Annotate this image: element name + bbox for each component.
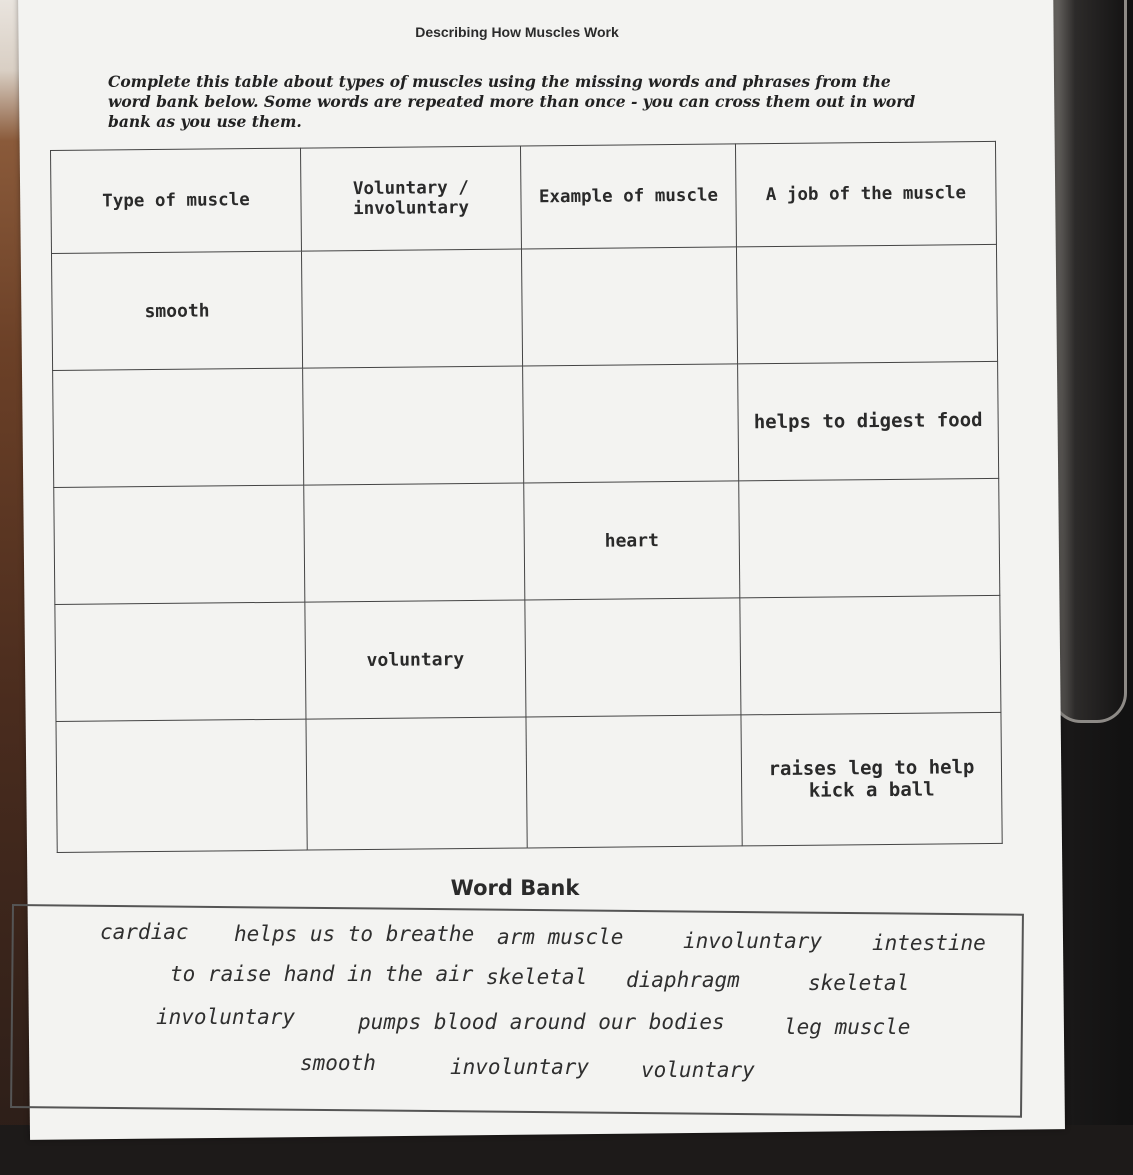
cell-voluntary[interactable]: voluntary — [305, 600, 526, 719]
cell-example[interactable] — [526, 715, 742, 848]
cell-example[interactable] — [525, 598, 741, 717]
table-row — [53, 361, 999, 487]
cell-example[interactable] — [523, 364, 739, 483]
header-type: Type of muscle — [51, 148, 302, 253]
header-voluntary: Voluntary / involuntary — [300, 146, 521, 251]
word-bank-item: arm muscle — [497, 925, 624, 949]
cell-example[interactable]: heart — [524, 481, 740, 600]
word-bank-item: cardiac — [100, 920, 189, 944]
word-bank-item: diaphragm — [626, 968, 740, 992]
muscle-table — [50, 141, 1003, 853]
cell-type[interactable] — [56, 719, 307, 852]
cell-job[interactable] — [736, 244, 997, 363]
cell-job[interactable] — [740, 595, 1001, 714]
word-bank-item: involuntary — [683, 929, 823, 953]
header-example: Example of muscle — [520, 144, 736, 249]
word-bank-item: smooth — [300, 1051, 376, 1075]
word-bank-item: involuntary — [156, 1005, 296, 1029]
word-bank-title: Word Bank — [450, 876, 580, 900]
word-bank-item: skeletal — [486, 965, 588, 989]
cell-type[interactable] — [55, 602, 306, 721]
word-bank-item: pumps blood around our bodies — [358, 1010, 725, 1034]
cell-example[interactable] — [521, 247, 737, 366]
cell-type[interactable] — [54, 485, 305, 604]
word-bank-item: skeletal — [808, 971, 910, 995]
table-row — [54, 478, 1000, 604]
cell-job[interactable] — [739, 478, 1000, 597]
word-bank-item: leg muscle — [784, 1015, 911, 1039]
table-header-row — [51, 141, 997, 253]
cell-voluntary[interactable] — [303, 366, 524, 485]
table-row — [51, 244, 997, 370]
cell-voluntary[interactable] — [304, 483, 525, 602]
table-row — [55, 595, 1001, 721]
word-bank-item: to raise hand in the air — [170, 962, 474, 986]
table-row — [56, 712, 1002, 852]
cell-type[interactable] — [53, 368, 304, 487]
word-bank-item: intestine — [872, 931, 986, 955]
word-bank-item: voluntary — [641, 1058, 755, 1082]
word-bank-item: involuntary — [450, 1055, 590, 1079]
cell-job[interactable]: helps to digest food — [738, 361, 999, 480]
word-bank-item: helps us to breathe — [234, 922, 475, 946]
header-job: A job of the muscle — [735, 141, 996, 246]
cell-voluntary[interactable] — [306, 717, 527, 850]
cell-job[interactable]: raises leg to help kick a ball — [741, 712, 1002, 845]
cell-voluntary[interactable] — [301, 249, 522, 368]
page-title: Describing How Muscles Work — [415, 24, 619, 40]
cell-type[interactable]: smooth — [51, 251, 302, 370]
instructions: Complete this table about types of muscles using the missing words and phrases from the word bank below. Some words are repeated more than once - you can cross them out in word bank as you use them. — [108, 72, 916, 131]
